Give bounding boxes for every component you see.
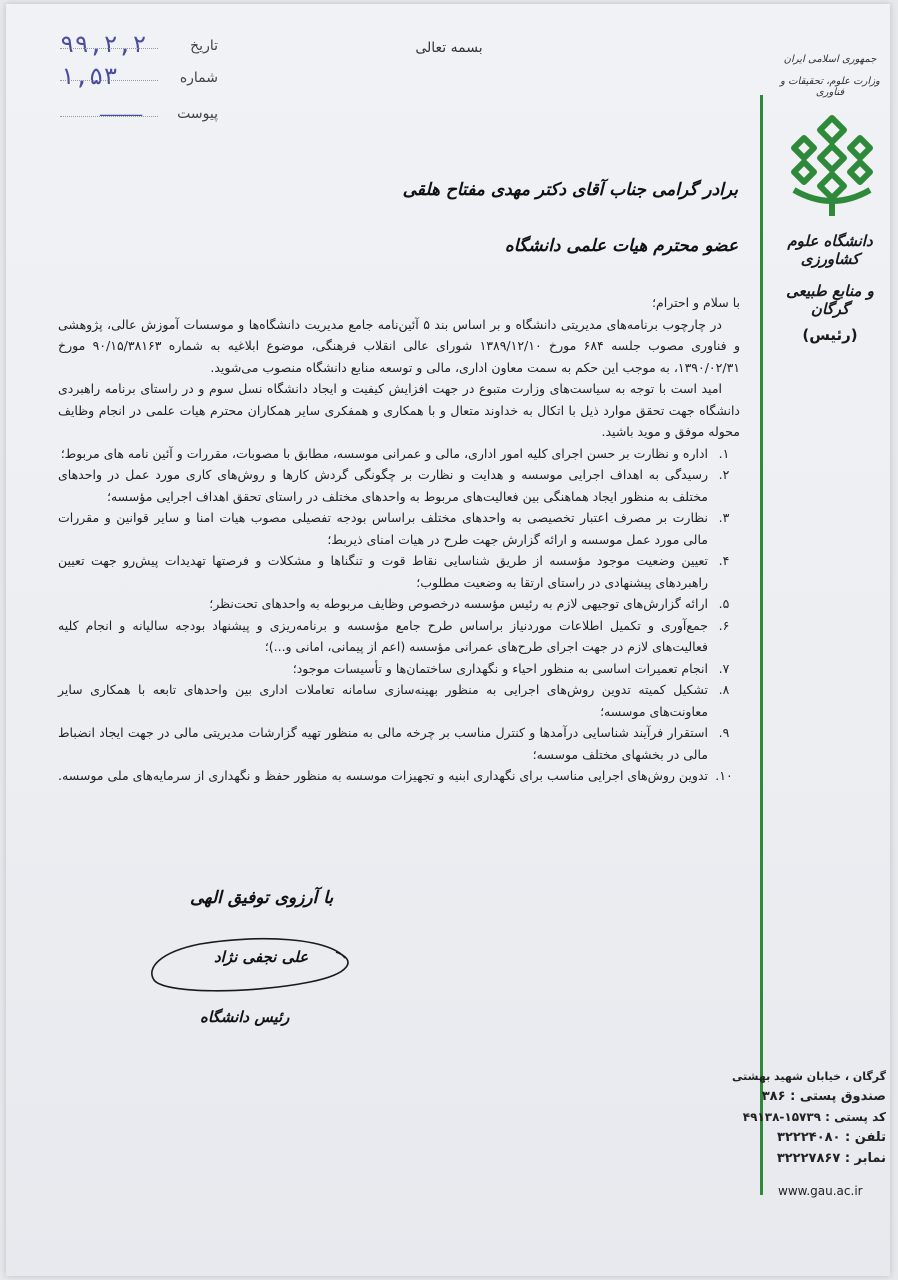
closing-text: با آرزوی توفیق الهی bbox=[190, 888, 334, 908]
number-field bbox=[60, 62, 218, 94]
address-postal: کد پستی : ۱۵۷۳۹-۴۹۱۳۸ bbox=[742, 1110, 886, 1124]
number-dotted-line bbox=[60, 80, 158, 81]
letter-body bbox=[58, 292, 740, 787]
recipient-line2: عضو محترم هیات علمی دانشگاه bbox=[504, 236, 738, 256]
address-fax: نمابر : ۳۲۲۲۷۸۶۷ bbox=[776, 1151, 886, 1166]
list-item: ۱. اداره و نظارت بر حسن اجرای کلیه امور اداری، مالی و عمرانی موسسه، مطابق با مصوبات، مقررات و آئین نامه های مربوط؛ bbox=[60, 445, 730, 461]
wheat-logo-icon bbox=[782, 112, 882, 222]
address-pobox: صندوق پستی : ۳۸۶ bbox=[761, 1089, 886, 1104]
date-label: تاریخ bbox=[190, 38, 218, 54]
date-field bbox=[60, 30, 218, 62]
attachment-value: ـــــ bbox=[100, 104, 143, 120]
list-item: ۱۰. تدوین روش‌های اجرایی مناسب برای نگهداری ابنیه و تجهیزات موسسه به منظور حفظ و نگهداری از سرمایه‌های ملی موسسه. bbox=[58, 768, 733, 783]
list-item: ۷. انجام تعمیرات اساسی به منظور احیاء و نگهداری ساختمان‌ها و تأسیسات موجود؛ bbox=[292, 660, 730, 676]
address-city: گرگان ، خیابان شهید بهشتی bbox=[732, 1070, 886, 1083]
list-item: ۳. نظارت بر مصرف اعتبار تخصیصی به واحدهای مختلف براساس بودجه تفصیلی مصوب هیات امنا و سایر قوانین و مقررات مالی مورد عمل موسسه و ارائه گزارش جهت طرح در هیات امنای ذیربط؛ bbox=[58, 510, 730, 547]
bismillah-heading: بسمه تعالی bbox=[415, 40, 483, 56]
website-link[interactable]: www.gau.ac.ir bbox=[778, 1184, 863, 1198]
university-name-line2: و منابع طبیعی گرگان bbox=[786, 282, 874, 318]
signatory-title: رئیس دانشگاه bbox=[200, 1008, 290, 1026]
attachment-field bbox=[60, 106, 218, 130]
date-dotted-line bbox=[60, 48, 158, 49]
university-logo bbox=[782, 112, 882, 222]
ministry-text: وزارت علوم، تحقیقات و فناوری bbox=[780, 76, 880, 98]
contact-block bbox=[732, 1070, 886, 1172]
number-label: شماره bbox=[179, 70, 218, 86]
attachment-label: پیوست bbox=[177, 106, 218, 122]
university-name-line1: دانشگاه علوم کشاورزی bbox=[787, 232, 873, 268]
role-title: (رئیس) bbox=[802, 326, 858, 344]
number-value: ۱,۵۳ bbox=[60, 62, 118, 90]
list-item: ۵. ارائه گزارش‌های توجیهی لازم به رئیس مؤسسه درخصوص وظایف مربوطه به واحدهای تحت‌نظر؛ bbox=[209, 596, 730, 611]
recipient-line1: برادر گرامی جناب آقای دکتر مهدی مفتاح هلقی bbox=[402, 180, 738, 200]
paragraph-hope: امید است با توجه به سیاست‌های وزارت متبوع در جهت افزایش کیفیت و ایجاد دانشگاه نسل سوم و در راستای برنامه راهبردی دانشگاه جهت تحقق موارد ذیل با اتکال به خداوند متعال و با همکاری و همفکری سایر همکاران محترم هیات علمی در انجام وظایف محوله موفق و موید باشید. bbox=[58, 381, 740, 439]
list-item: ۹. استقرار فرآیند شناسایی درآمدها و کنترل مناسب بر چرخه مالی به منظور تهیه گزارشات مدیریتی مالی در جهت ایجاد انضباط مالی در بخشهای مختلف موسسه؛ bbox=[58, 725, 730, 762]
greeting: با سلام و احترام؛ bbox=[652, 295, 740, 310]
republic-text: جمهوری اسلامی ایران bbox=[783, 54, 877, 65]
attachment-dotted-line bbox=[60, 116, 158, 117]
list-item: ۶. جمع‌آوری و تکمیل اطلاعات موردنیاز براساس طرح جامع مؤسسه و برنامه‌ریزی و پیشنهاد بودجه سالیانه و انجام کلیه فعالیت‌های لازم در جهت اجرای طرح‌های عمرانی مؤسسه (اعم از پیمانی، امانی و...)؛ bbox=[58, 617, 730, 654]
date-value: ۹۹,۲,۲ bbox=[60, 30, 147, 58]
duties-list bbox=[58, 443, 740, 787]
list-item: ۸. تشکیل کمیته تدوین روش‌های اجرایی به منظور بهینه‌سازی سامانه تعاملات اداری بین واحدهای تابعه با همکاری سایر معاونت‌های موسسه؛ bbox=[58, 682, 730, 719]
signatory-name: علی نجفی نژاد bbox=[214, 948, 309, 966]
list-item: ۴. تعیین وضعیت موجود مؤسسه از طریق شناسایی نقاط قوت و تنگناها و مشکلات و فرصتها تهدیدات پیش‌رو جهت تعیین راهبردهای پیشنهادی در راستای ارتقا به وضعیت مطلوب؛ bbox=[58, 553, 730, 590]
paragraph-appointment: در چارچوب برنامه‌های مدیریتی دانشگاه و بر اساس بند ۵ آئین‌نامه جامع مدیریت دانشگاه‌ها و موسسات آموزش عالی، پژوهشی و فناوری مصوب جلسه ۶۸۴ مورخ ۱۳۸۹/۱۲/۱۰ شورای عالی انقلاب فرهنگی، موضوع ابلاغیه به شماره ۹۰/۱۵/۳۸۱۶۳ مورخ ۱۳۹۰/۰۲/۳۱، به موجب این حکم به سمت معاون اداری، مالی و توسعه منابع دانشگاه منصوب می‌شوید. bbox=[58, 316, 740, 375]
list-item: ۲. رسیدگی به اهداف اجرایی موسسه و هدایت و نظارت بر چگونگی گردش کارها و روش‌های کاری مورد عمل در واحدهای مختلف به منظور ایجاد هماهنگی بین فعالیت‌های مربوط به واحدهای مختلف در راستای تحقق اهداف اجرایی مؤسسه؛ bbox=[58, 467, 730, 504]
green-divider bbox=[760, 95, 763, 1195]
address-phone: تلفن : ۳۲۲۲۴۰۸۰ bbox=[777, 1130, 886, 1145]
